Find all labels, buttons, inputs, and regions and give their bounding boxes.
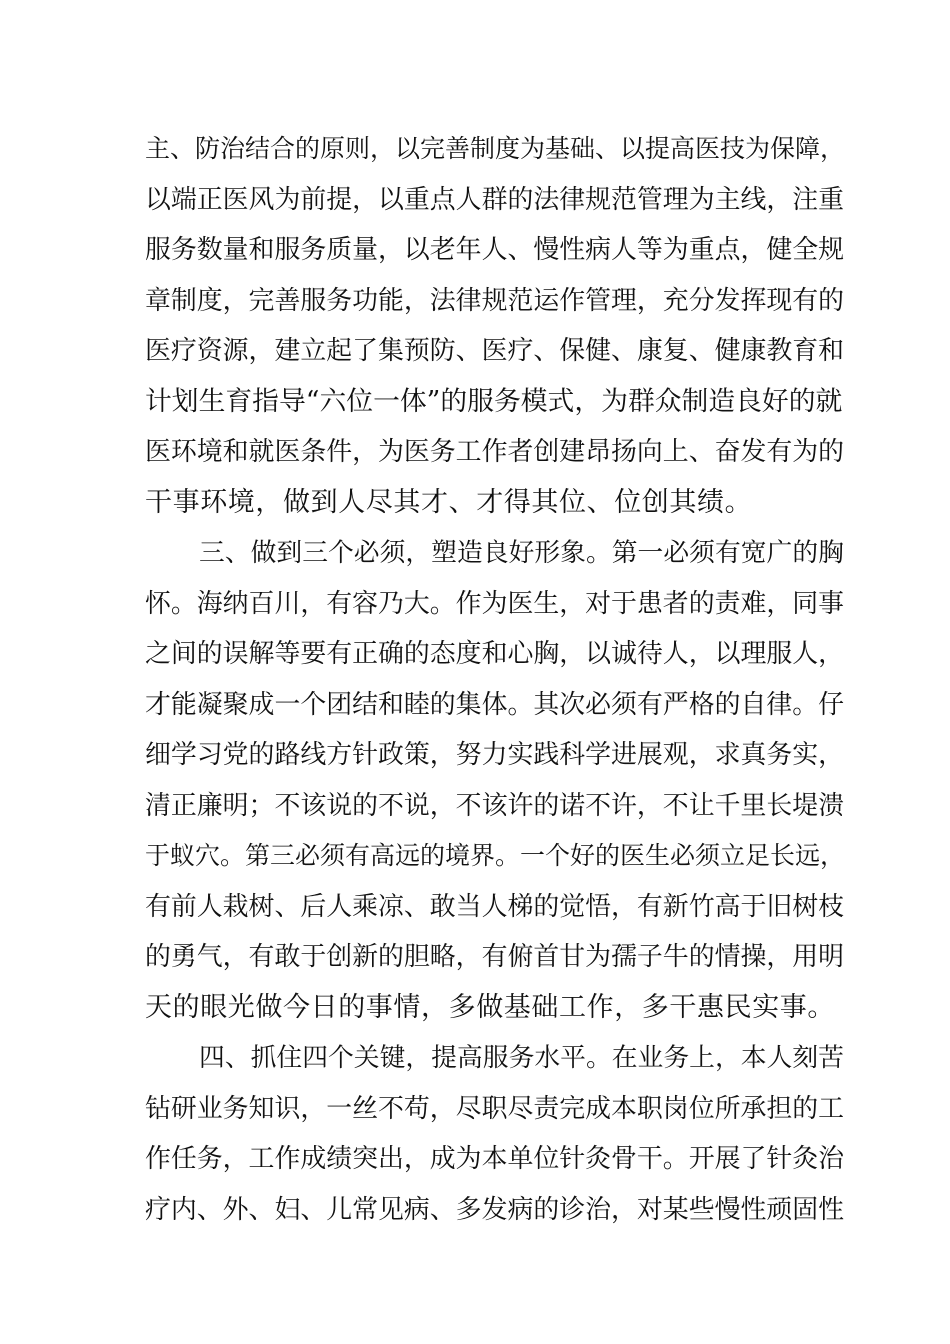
text-line: 清正廉明；不该说的不说，不该许的诺不许，不让千里长堤溃 [145,790,845,821]
text-line: 怀。海纳百川，有容乃大。作为医生，对于患者的责难，同事 [145,588,845,619]
text-line: 有前人栽树、后人乘凉、敢当人梯的觉悟，有新竹高于旧树枝 [145,891,845,922]
text-line: 的勇气，有敢于创新的胆略，有俯首甘为孺子牛的情操，用明 [145,942,845,972]
text-line: 三、做到三个必须，塑造良好形象。第一必须有宽广的胸 [199,538,844,568]
text-line: 章制度，完善服务功能，法律规范运作管理，充分发挥现有的 [145,285,845,316]
text-line: 医环境和就医条件，为医务工作者创建昂扬向上、奋发有为的 [145,437,845,467]
text-line: 疗内、外、妇、儿常见病、多发病的诊治，对某些慢性顽固性 [145,1194,845,1225]
text-line: 才能凝聚成一个团结和睦的集体。其次必须有严格的自律。仔 [145,689,845,720]
text-line: 主、防治结合的原则，以完善制度为基础、以提高医技为保障， [145,134,846,163]
body-text [145,124,845,1235]
text-line: 之间的误解等要有正确的态度和心胸，以诚待人，以理服人， [145,639,845,669]
text-line: 四、抓住四个关键，提高服务水平。在业务上，本人刻苦 [199,1043,844,1073]
text-line: 于蚁穴。第三必须有高远的境界。一个好的医生必须立足长远， [145,841,846,870]
text-line: 钻研业务知识，一丝不苟，尽职尽责完成本职岗位所承担的工 [145,1093,845,1124]
text-line: 细学习党的路线方针政策，努力实践科学进展观，求真务实， [145,740,845,770]
text-line: 干事环境，做到人尽其才、才得其位、位创其绩。 [145,486,753,518]
text-line: 作任务，工作成绩突出，成为本单位针灸骨干。开展了针灸治 [145,1144,845,1174]
text-line: 医疗资源，建立起了集预防、医疗、保健、康复、健康教育和 [145,336,845,366]
text-line: 以端正医风为前提，以重点人群的法律规范管理为主线，注重 [145,184,845,215]
text-line: 计划生育指导“六位一体”的服务模式，为群众制造良好的就 [145,385,843,417]
text-line: 服务数量和服务质量，以老年人、慢性病人等为重点，健全规 [145,235,845,265]
text-line: 天的眼光做今日的事情，多做基础工作，多干惠民实事。 [145,991,835,1023]
